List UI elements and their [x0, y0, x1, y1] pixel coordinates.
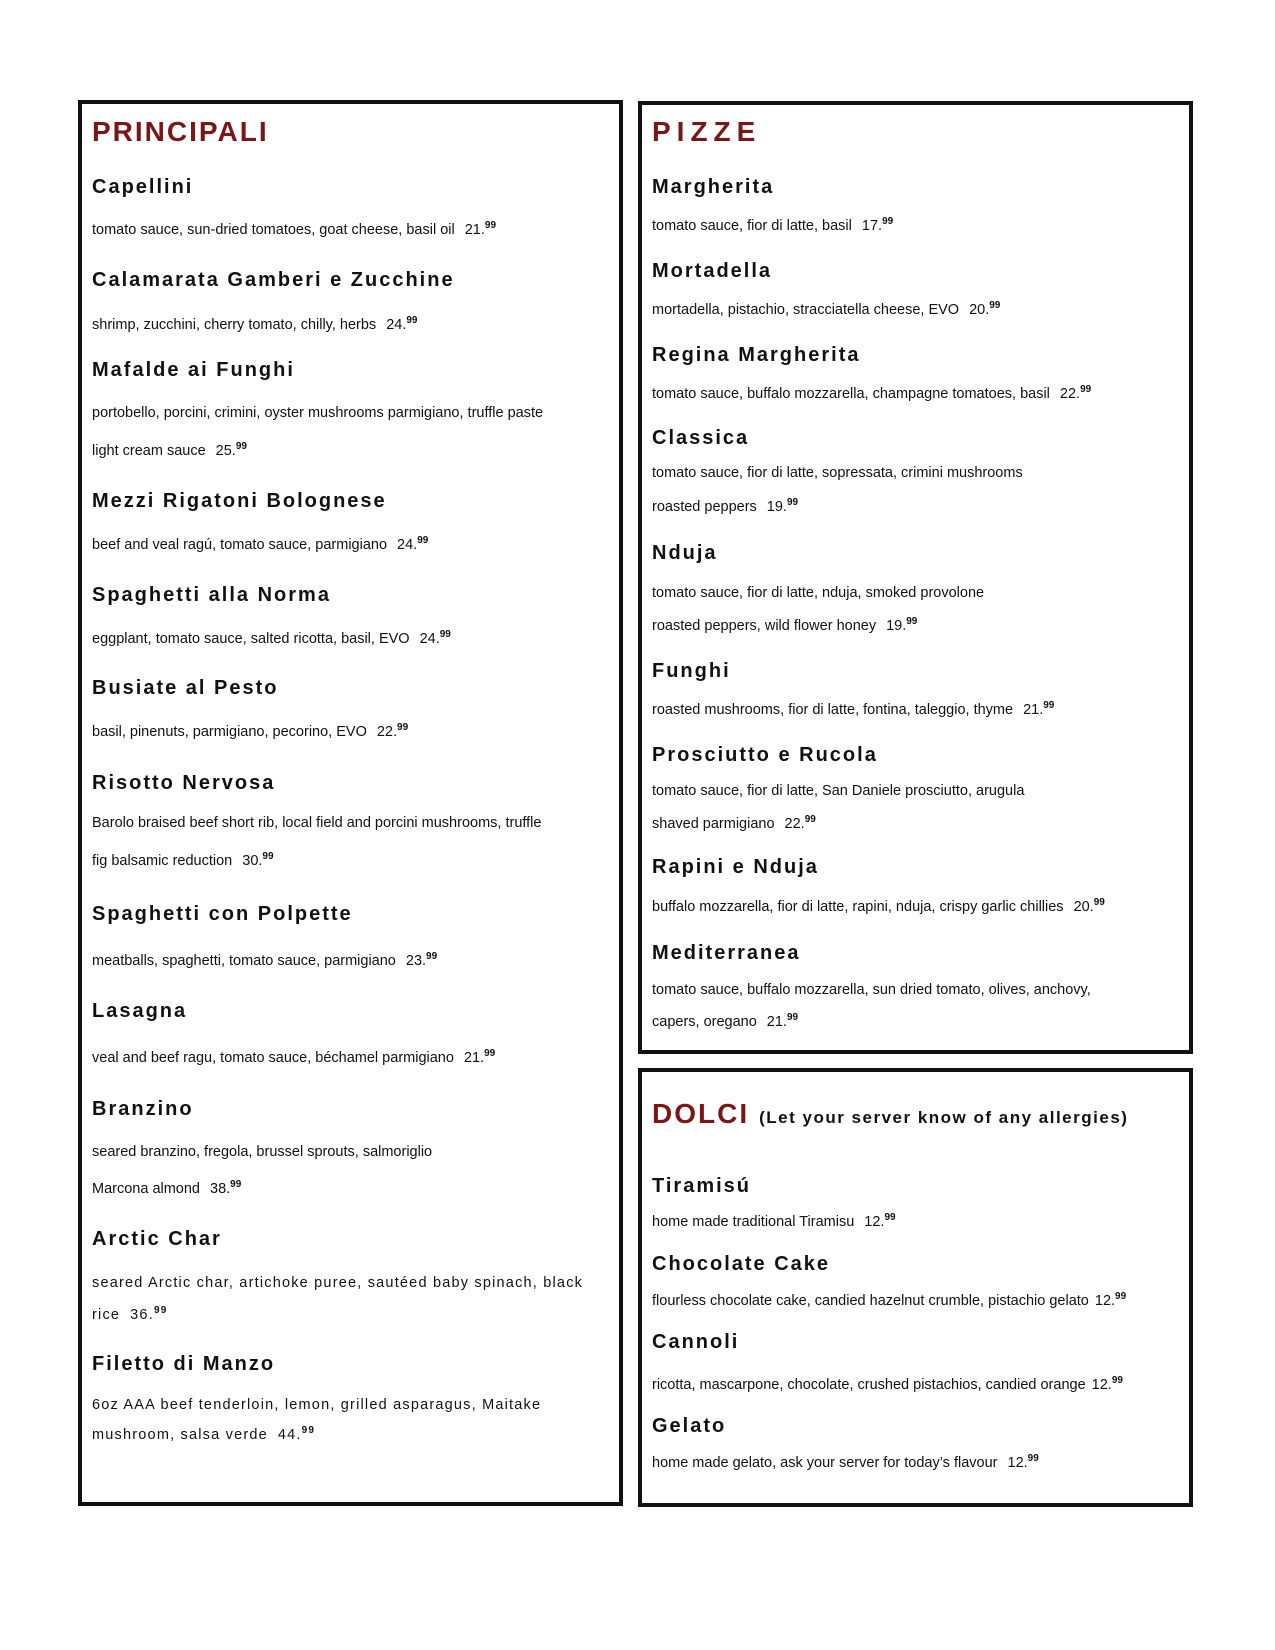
item-description: seared Arctic char, artichoke puree, sautéed baby spinach, black: [92, 1275, 584, 1291]
item-name: Arctic Char: [92, 1228, 222, 1250]
item-description: tomato sauce, fior di latte, basil: [652, 218, 852, 234]
item-description-2: rice: [92, 1307, 121, 1323]
dolci-heading: DOLCI: [652, 1098, 750, 1129]
item-description: tomato sauce, sun-dried tomatoes, goat cheese, basil oil: [92, 222, 455, 238]
item-price: 12.99: [864, 1212, 896, 1230]
item-price: 20.99: [1073, 897, 1105, 915]
item-description-2: shaved parmigiano: [652, 816, 775, 832]
item-price: 30.99: [242, 851, 274, 869]
pizze-section: [638, 101, 1193, 1054]
item-name: Funghi: [652, 660, 731, 682]
item-price: 22.99: [784, 814, 816, 832]
item-name: Branzino: [92, 1098, 194, 1120]
item-name: Rapini e Nduja: [652, 856, 819, 878]
item-price: 12.99: [1091, 1375, 1123, 1393]
item-price: 19.99: [766, 497, 799, 515]
item-description: tomato sauce, fior di latte, nduja, smoked provolone: [652, 585, 985, 601]
item-price: 21.99: [463, 1048, 496, 1066]
item-description: portobello, porcini, crimini, oyster mushrooms parmigiano, truffle paste: [92, 405, 544, 421]
item-description: tomato sauce, buffalo mozzarella, champagne tomatoes, basil: [652, 386, 1050, 402]
item-price: 24.99: [397, 535, 429, 553]
item-price: 21.99: [766, 1012, 799, 1030]
pizze-title: PIZZE: [652, 116, 762, 147]
item-description: tomato sauce, fior di latte, San Daniele prosciutto, arugula: [652, 783, 1025, 799]
item-description: roasted mushrooms, fior di latte, fontina, taleggio, thyme: [652, 702, 1014, 718]
item-price: 21.99: [1023, 700, 1055, 718]
item-description: shrimp, zucchini, cherry tomato, chilly, herbs: [92, 317, 377, 333]
item-description: Barolo braised beef short rib, local field and porcini mushrooms, truffle: [92, 815, 542, 831]
item-description-2: fig balsamic reduction: [92, 853, 233, 869]
item-price: 44.99: [277, 1425, 316, 1443]
item-description: home made traditional Tiramisu: [652, 1214, 855, 1230]
item-description: home made gelato, ask your server for today’s flavour: [652, 1455, 998, 1471]
item-description-2: roasted peppers, wild flower honey: [652, 618, 877, 634]
item-description: meatballs, spaghetti, tomato sauce, parmigiano: [92, 953, 396, 969]
item-description: basil, pinenuts, parmigiano, pecorino, EVO: [92, 724, 367, 740]
item-name: Calamarata Gamberi e Zucchine: [92, 269, 455, 291]
item-name: Tiramisú: [652, 1175, 751, 1197]
item-name: Filetto di Manzo: [92, 1353, 276, 1375]
item-price: 21.99: [464, 220, 497, 238]
item-price: 36.99: [130, 1305, 168, 1323]
principali-section: [78, 100, 623, 1506]
item-description: beef and veal ragú, tomato sauce, parmigiano: [92, 537, 388, 553]
item-price: 22.99: [376, 722, 409, 740]
item-name: Gelato: [652, 1415, 727, 1437]
item-description: ricotta, mascarpone, chocolate, crushed pistachios, candied orange: [652, 1377, 1086, 1393]
item-description: buffalo mozzarella, fior di latte, rapini, nduja, crispy garlic chillies: [652, 899, 1064, 915]
item-name: Margherita: [652, 176, 775, 198]
item-name: Regina Margherita: [652, 344, 861, 366]
item-price: 19.99: [886, 616, 918, 634]
item-name: Mortadella: [652, 260, 773, 282]
item-name: Busiate al Pesto: [92, 677, 279, 699]
item-description: flourless chocolate cake, candied hazelnut crumble, pistachio gelato: [652, 1293, 1089, 1309]
principali-title: PRINCIPALI: [92, 116, 269, 147]
item-price: 12.99: [1007, 1453, 1039, 1471]
item-name: Mafalde ai Funghi: [92, 359, 295, 381]
item-name: Capellini: [92, 176, 194, 198]
item-price: 12.99: [1094, 1291, 1127, 1309]
dolci-title: [652, 1100, 1128, 1128]
item-name: Spaghetti con Polpette: [92, 903, 353, 925]
item-price: 25.99: [215, 441, 247, 459]
allergy-note: (Let your server know of any allergies): [759, 1108, 1129, 1127]
item-description: tomato sauce, buffalo mozzarella, sun dried tomato, olives, anchovy,: [652, 982, 1091, 998]
item-price: 24.99: [386, 315, 418, 333]
item-description: tomato sauce, fior di latte, sopressata, crimini mushrooms: [652, 465, 1023, 481]
item-description-2: roasted peppers: [652, 499, 757, 515]
dolci-section: [638, 1068, 1193, 1507]
item-name: Prosciutto e Rucola: [652, 744, 878, 766]
item-description: seared branzino, fregola, brussel sprouts, salmoriglio: [92, 1144, 433, 1160]
item-name: Risotto Nervosa: [92, 772, 276, 794]
item-name: Mediterranea: [652, 942, 801, 964]
item-price: 38.99: [210, 1179, 242, 1197]
item-description-2: Marcona almond: [92, 1181, 200, 1197]
item-price: 20.99: [969, 300, 1001, 318]
item-description-2: light cream sauce: [92, 443, 206, 459]
item-description-2: capers, oregano: [652, 1014, 757, 1030]
item-price: 17.99: [861, 216, 894, 234]
item-name: Mezzi Rigatoni Bolognese: [92, 490, 387, 512]
item-price: 22.99: [1059, 384, 1092, 402]
item-description: 6oz AAA beef tenderloin, lemon, grilled asparagus, Maitake: [92, 1397, 542, 1413]
item-name: Nduja: [652, 542, 718, 564]
item-description-2: mushroom, salsa verde: [92, 1427, 268, 1443]
item-description: eggplant, tomato sauce, salted ricotta, basil, EVO: [92, 631, 410, 647]
item-description: veal and beef ragu, tomato sauce, béchamel parmigiano: [92, 1050, 454, 1066]
item-name: Chocolate Cake: [652, 1253, 831, 1275]
item-name: Cannoli: [652, 1331, 740, 1353]
item-description: mortadella, pistachio, stracciatella cheese, EVO: [652, 302, 960, 318]
item-name: Lasagna: [92, 1000, 188, 1022]
item-name: Spaghetti alla Norma: [92, 584, 331, 606]
item-price: 23.99: [405, 951, 438, 969]
item-price: 24.99: [419, 629, 451, 647]
item-name: Classica: [652, 427, 750, 449]
